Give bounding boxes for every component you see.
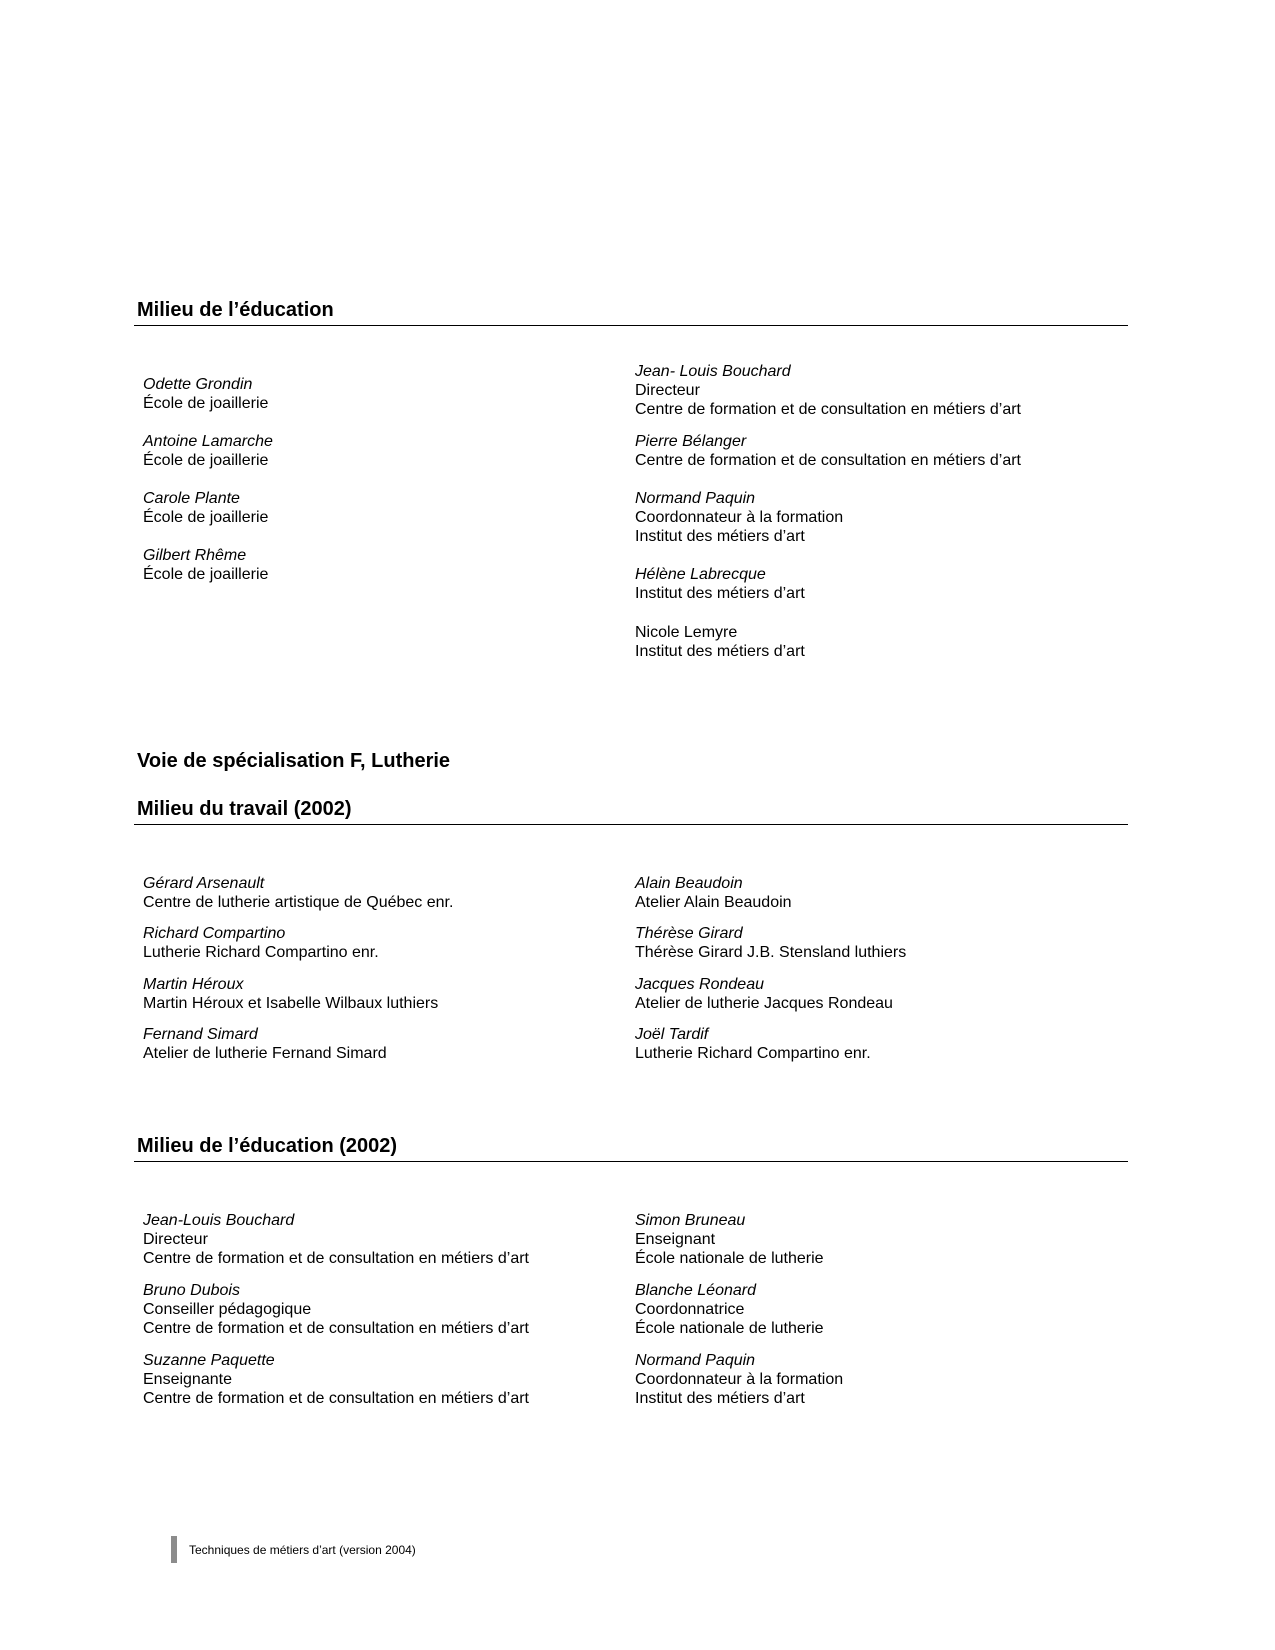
contact-entry	[143, 432, 273, 470]
contact-name: Bruno Dubois	[143, 1282, 240, 1299]
contact-line: Enseignant	[635, 1231, 716, 1248]
contact-line: École nationale de lutherie	[635, 1320, 824, 1337]
section-title-education-2002: Milieu de l’éducation (2002)	[137, 1135, 398, 1157]
contact-entry	[143, 1211, 529, 1268]
contact-entry	[635, 1281, 824, 1338]
section-rule	[134, 1161, 1128, 1162]
contact-line: Martin Héroux et Isabelle Wilbaux luthiers	[143, 995, 439, 1012]
contact-name: Normand Paquin	[635, 1352, 756, 1369]
contact-line: Atelier de lutherie Fernand Simard	[143, 1045, 387, 1062]
contact-entry	[635, 975, 893, 1013]
contact-line: Institut des métiers d’art	[635, 1390, 805, 1407]
contact-entry	[635, 565, 805, 603]
section-rule	[134, 824, 1128, 825]
contact-name: Alain Beaudoin	[635, 875, 743, 892]
contact-entry	[635, 623, 805, 661]
contact-name: Jean- Louis Bouchard	[635, 363, 791, 380]
contact-entry	[143, 489, 268, 527]
section-title-education: Milieu de l’éducation	[137, 299, 334, 321]
contact-name: Fernand Simard	[143, 1026, 258, 1043]
contact-line: Nicole Lemyre	[635, 624, 738, 641]
contact-entry	[143, 1281, 529, 1338]
contact-line: Thérèse Girard J.B. Stensland luthiers	[635, 944, 907, 961]
contact-entry	[635, 362, 1021, 419]
contact-name: Suzanne Paquette	[143, 1352, 275, 1369]
contact-line: Conseiller pédagogique	[143, 1301, 312, 1318]
contact-line: Coordonnateur à la formation	[635, 1371, 844, 1388]
contact-line: Institut des métiers d’art	[635, 643, 805, 660]
contact-line: Atelier Alain Beaudoin	[635, 894, 792, 911]
footer-bar	[171, 1536, 177, 1563]
contact-entry	[143, 1025, 387, 1063]
contact-name: Richard Compartino	[143, 925, 286, 942]
contact-line: Coordonnatrice	[635, 1301, 745, 1318]
contact-name: Gérard Arsenault	[143, 875, 265, 892]
contact-entry	[635, 1211, 824, 1268]
contact-entry	[143, 546, 268, 584]
contact-name: Normand Paquin	[635, 490, 756, 507]
contact-name: Thérèse Girard	[635, 925, 743, 942]
contact-entry	[143, 375, 268, 413]
contact-name: Gilbert Rhême	[143, 547, 247, 564]
contact-entry	[635, 924, 906, 962]
contact-line: École de joaillerie	[143, 566, 269, 583]
contact-name: Martin Héroux	[143, 976, 244, 993]
contact-entry	[635, 432, 1021, 470]
contact-line: Centre de formation et de consultation en métiers d’art	[635, 452, 1021, 469]
contact-name: Simon Bruneau	[635, 1212, 746, 1229]
contact-line: Institut des métiers d’art	[635, 528, 805, 545]
contact-name: Hélène Labrecque	[635, 566, 766, 583]
contact-name: Pierre Bélanger	[635, 433, 747, 450]
contact-name: Odette Grondin	[143, 376, 253, 393]
contact-line: École nationale de lutherie	[635, 1250, 824, 1267]
contact-line: Directeur	[635, 382, 700, 399]
contact-line: Directeur	[143, 1231, 208, 1248]
contact-line: Lutherie Richard Compartino enr.	[143, 944, 379, 961]
specialization-title: Voie de spécialisation F, Lutherie	[137, 750, 451, 772]
contact-name: Joël Tardif	[635, 1026, 709, 1043]
contact-line: Centre de formation et de consultation en métiers d’art	[635, 401, 1021, 418]
contact-name: Jacques Rondeau	[635, 976, 764, 993]
section-rule	[134, 325, 1128, 326]
section-title-work-2002: Milieu du travail (2002)	[137, 798, 352, 820]
contact-entry	[635, 489, 843, 546]
contact-line: Centre de lutherie artistique de Québec enr.	[143, 894, 454, 911]
contact-line: École de joaillerie	[143, 452, 269, 469]
contact-line: Centre de formation et de consultation en métiers d’art	[143, 1390, 529, 1407]
contact-entry	[143, 924, 379, 962]
contact-line: Coordonnateur à la formation	[635, 509, 844, 526]
contact-name: Antoine Lamarche	[143, 433, 273, 450]
contact-name: Blanche Léonard	[635, 1282, 756, 1299]
contact-entry	[635, 1351, 843, 1408]
footer-text: Techniques de métiers d’art (version 2004)	[189, 1543, 416, 1557]
contact-name: Jean-Louis Bouchard	[143, 1212, 295, 1229]
contact-line: Atelier de lutherie Jacques Rondeau	[635, 995, 893, 1012]
contact-entry	[143, 1351, 529, 1408]
contact-entry	[143, 874, 453, 912]
contact-name: Carole Plante	[143, 490, 240, 507]
contact-line: Centre de formation et de consultation en métiers d’art	[143, 1250, 529, 1267]
contact-line: Enseignante	[143, 1371, 232, 1388]
contact-entry	[635, 1025, 871, 1063]
contact-entry	[143, 975, 438, 1013]
contact-entry	[635, 874, 792, 912]
contact-line: Institut des métiers d’art	[635, 585, 805, 602]
contact-line: Lutherie Richard Compartino enr.	[635, 1045, 871, 1062]
contact-line: Centre de formation et de consultation en métiers d’art	[143, 1320, 529, 1337]
contact-line: École de joaillerie	[143, 509, 269, 526]
contact-line: École de joaillerie	[143, 395, 269, 412]
